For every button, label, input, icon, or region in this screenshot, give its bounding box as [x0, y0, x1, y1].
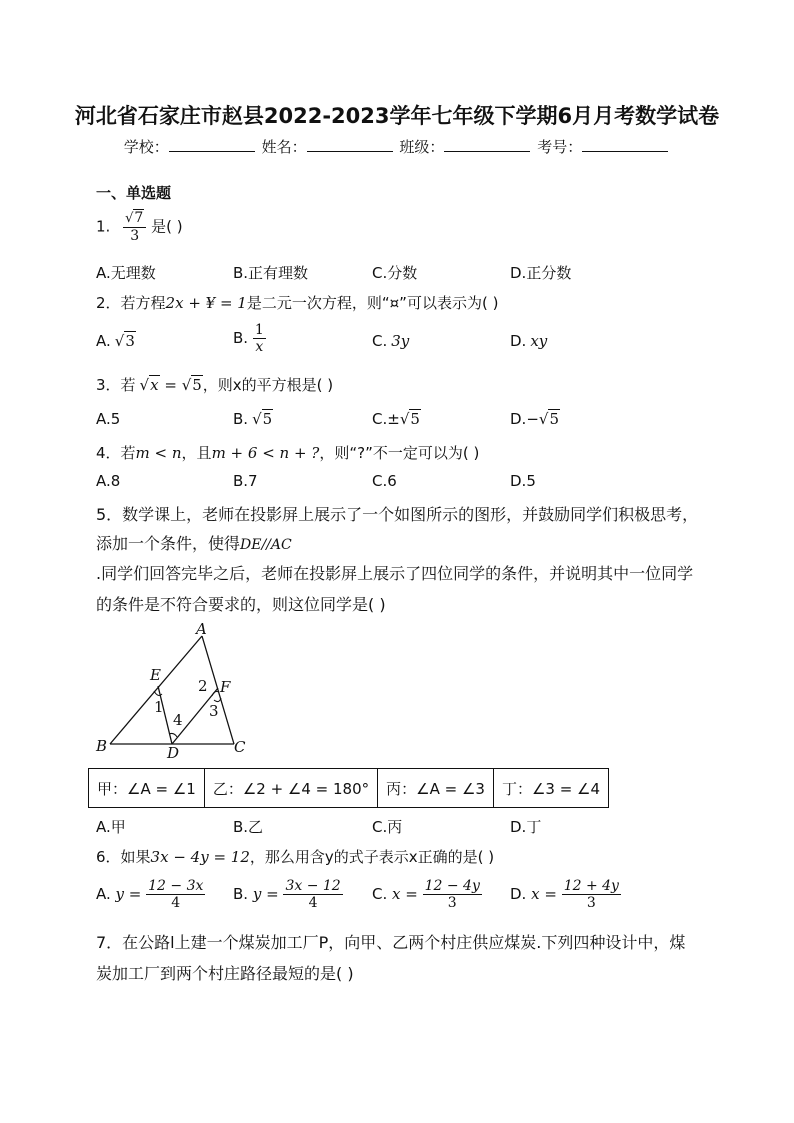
label-angle-1: 1 — [154, 698, 164, 716]
q6-option-a[interactable]: A. y = $\frac{12 - 3x}{4}$ — [96, 878, 204, 911]
triangle-figure — [88, 618, 268, 763]
q1-fraction: $\frac{√7}{3}$ — [123, 210, 146, 244]
number-blank[interactable] — [582, 137, 668, 152]
q2-option-d[interactable]: D. xy — [510, 332, 548, 350]
q6-option-c[interactable]: C. x = $\frac{12 - 4y}{3}$ — [372, 878, 480, 911]
q5-option-d[interactable]: D.丁 — [510, 818, 542, 836]
q4-option-a[interactable]: A.8 — [96, 472, 121, 490]
label-a: A — [196, 620, 207, 638]
label-f: F — [220, 678, 231, 696]
q2-option-b[interactable]: B. $\frac{1}{x}$ — [233, 322, 264, 355]
q3-option-b[interactable]: B. √5 — [233, 410, 273, 428]
condition-bing: 丙：∠A = ∠3 — [378, 769, 494, 808]
name-blank[interactable] — [307, 137, 393, 152]
question-4: 4．若m < n，且m + 6 < n + ?，则“?”不一定可以为( ) — [96, 444, 480, 462]
label-angle-3: 3 — [209, 702, 219, 720]
q6-option-b[interactable]: B. y = $\frac{3x - 12}{4}$ — [233, 878, 341, 911]
question-5-line-4: 的条件是不符合要求的，则这位同学是( ) — [96, 595, 386, 614]
question-5-line-2: 添加一个条件，使得DE//AC — [96, 534, 292, 553]
condition-ding: 丁：∠3 = ∠4 — [493, 769, 608, 808]
label-d: D — [167, 744, 180, 762]
q3-option-c[interactable]: C.±√5 — [372, 410, 420, 428]
school-label: 学校： — [123, 138, 169, 156]
q4-option-c[interactable]: C.6 — [372, 472, 397, 490]
question-6: 6．如果3x − 4y = 12，那么用含y的式子表示x正确的是( ) — [96, 848, 495, 866]
school-blank[interactable] — [169, 137, 255, 152]
angle-2-arc — [212, 692, 219, 697]
class-label: 班级： — [399, 138, 445, 156]
question-1-stem: 是( ) — [151, 217, 183, 236]
question-7-line-1: 7．在公路l上建一个煤炭加工厂P，向甲、乙两个村庄供应煤炭.下列四种设计中，煤 — [96, 933, 686, 952]
q2-equation: 2x + ¥ = 1 — [165, 294, 247, 312]
condition-yi: 乙：∠2 + ∠4 = 180° — [204, 769, 377, 808]
q1-option-d[interactable]: D.正分数 — [510, 264, 572, 282]
side-ab — [110, 636, 202, 744]
label-angle-2: 2 — [198, 677, 208, 695]
question-2: 2．若方程2x + ¥ = 1是二元一次方程，则“¤”可以表示为( ) — [96, 294, 499, 312]
q5-option-b[interactable]: B.乙 — [233, 818, 264, 836]
q2-option-a[interactable]: A. √3 — [96, 332, 135, 350]
q1-option-c[interactable]: C.分数 — [372, 264, 418, 282]
question-3: 3．若 √x = √5，则x的平方根是( ) — [96, 376, 334, 394]
label-e: E — [150, 666, 161, 684]
question-5-line-1: 5．数学课上，老师在投影屏上展示了一个如图所示的图形，并鼓励同学们积极思考， — [96, 505, 699, 524]
q5-option-a[interactable]: A.甲 — [96, 818, 126, 836]
q4-option-b[interactable]: B.7 — [233, 472, 258, 490]
student-info-line — [0, 136, 794, 157]
q3-option-d[interactable]: D.−√5 — [510, 410, 559, 428]
name-label: 姓名： — [261, 138, 307, 156]
exam-title: 河北省石家庄市赵县2022-2023学年七年级下学期6月月考数学试卷 — [74, 104, 720, 128]
condition-jia: 甲：∠A = ∠1 — [89, 769, 205, 808]
label-c: C — [234, 738, 246, 756]
section-heading: 一、单选题 — [96, 184, 172, 202]
q1-option-b[interactable]: B.正有理数 — [233, 264, 309, 282]
q2-option-c[interactable]: C. 3y — [372, 332, 410, 350]
label-angle-4: 4 — [173, 711, 183, 729]
q3-option-a[interactable]: A.5 — [96, 410, 121, 428]
question-1 — [96, 210, 183, 244]
question-1-number: 1. — [96, 217, 111, 236]
q4-option-d[interactable]: D.5 — [510, 472, 536, 490]
q6-option-d[interactable]: D. x = $\frac{12 + 4y}{3}$ — [510, 878, 619, 911]
question-5-line-3: .同学们回答完毕之后，老师在投影屏上展示了四位同学的条件，并说明其中一位同学 — [96, 564, 694, 583]
class-blank[interactable] — [444, 137, 530, 152]
label-b: B — [96, 737, 108, 755]
q1-option-a[interactable]: A.无理数 — [96, 264, 156, 282]
q5-option-c[interactable]: C.丙 — [372, 818, 403, 836]
conditions-table — [88, 768, 609, 808]
number-label: 考号： — [537, 138, 583, 156]
question-7-line-2: 炭加工厂到两个村庄路径最短的是( ) — [96, 964, 354, 983]
